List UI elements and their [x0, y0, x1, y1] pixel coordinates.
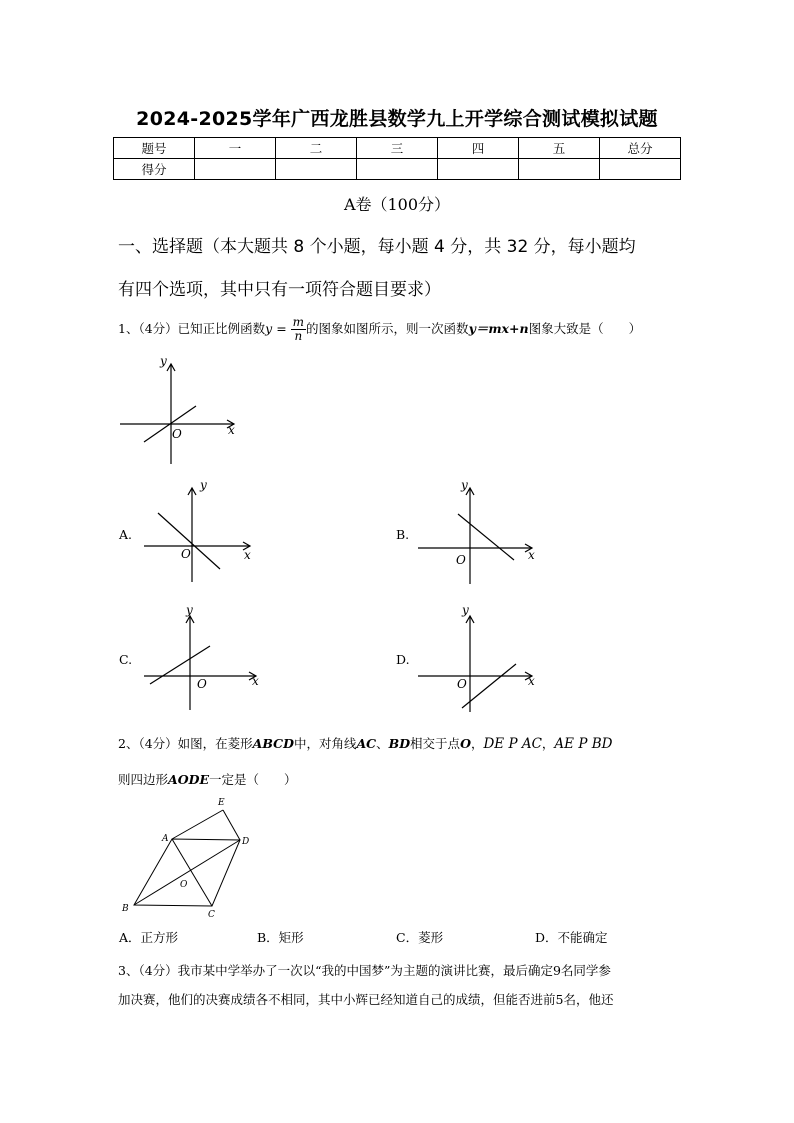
q1-option-b-graph: [414, 476, 544, 586]
vertex-label-o: O: [180, 880, 188, 890]
vertex-label-c: C: [208, 910, 215, 920]
question-3-stem-line2: 加决赛，他们的决赛成绩各不相同，其中小辉已经知道自己的成绩，但能否进前5名，他还: [118, 992, 614, 1007]
q1-prefix: 1、（4分）已知正比例函数: [118, 321, 266, 336]
q1-y: y: [265, 321, 273, 336]
q2-line2-prefix: 则四边形: [118, 772, 169, 787]
axis-y-label: y: [462, 603, 469, 617]
origin-label: x: [252, 674, 259, 688]
q2-option-b: B．矩形: [257, 930, 304, 945]
score-cell: [276, 159, 357, 180]
score-cell: [195, 159, 276, 180]
q2-shape: ABCD: [252, 736, 294, 751]
q2-comma2: ，: [541, 736, 555, 751]
volume-heading: A卷（100分）: [343, 195, 451, 214]
q2-sep: 、: [376, 736, 389, 751]
q2-option-d: D．不能确定: [535, 930, 608, 945]
q2-relation-1: DE P AC: [483, 736, 542, 752]
q1-option-a-label: A.: [119, 527, 133, 542]
q2-mid1: 中，对角线: [293, 736, 357, 751]
score-table-header-cell: 二: [276, 138, 357, 159]
q2-ac: AC: [356, 736, 377, 751]
section-heading-line1: 一、选择题（本大题共 8 个小题，每小题 4 分，共 32 分，每小题均: [118, 237, 636, 257]
score-cell: [357, 159, 438, 180]
q1-frac-den: n: [294, 329, 303, 343]
vertex-label-a: A: [162, 834, 169, 844]
question-2-stem-line2: [118, 770, 297, 788]
axis-x-label: x: [528, 548, 535, 562]
q1-fraction: [291, 316, 306, 343]
q1-option-a-graph: [140, 476, 260, 586]
question-1-stem: [118, 316, 641, 343]
score-table: [113, 137, 681, 180]
score-table-row-label: 得分: [114, 159, 195, 180]
q2-option-a: A．正方形: [119, 930, 179, 945]
q1-option-b-label: B.: [396, 527, 410, 542]
q2-quad: AODE: [168, 772, 209, 787]
origin-label: O: [456, 553, 466, 567]
q2-option-c: C．菱形: [396, 930, 444, 945]
score-table-header-cell: 一: [195, 138, 276, 159]
q2-o: O: [460, 736, 471, 751]
q2-prefix: 2、（4分）如图，在菱形: [118, 736, 253, 751]
score-cell: [519, 159, 600, 180]
axis-y-label: y: [200, 478, 207, 492]
axis-y-label: y: [160, 354, 167, 368]
q1-main-graph: [116, 352, 246, 467]
score-table-header-cell: 五: [519, 138, 600, 159]
origin-label: O: [181, 547, 191, 561]
question-3-stem-line1: 3、（4分）我市某中学举办了一次以“我的中国梦”为主题的演讲比赛，最后确定9名同学参: [118, 963, 611, 978]
q1-option-c-label: C.: [119, 652, 133, 667]
origin-label: O: [172, 427, 182, 441]
q1-option-d-label: D.: [396, 652, 410, 667]
origin-label: O: [457, 677, 467, 691]
score-table-header-cell: 题号: [114, 138, 195, 159]
vertex-label-b: B: [122, 904, 129, 914]
question-2-stem-line1: [118, 734, 612, 752]
origin-label: O: [197, 677, 207, 691]
axis-x-label: x: [244, 548, 251, 562]
q2-line2-suffix: 一定是（ ）: [208, 772, 297, 787]
q2-rhombus-figure: [116, 793, 261, 921]
score-cell: [438, 159, 519, 180]
score-cell: [600, 159, 681, 180]
q1-eq: =: [272, 321, 291, 336]
score-table-header-cell: 四: [438, 138, 519, 159]
section-heading-line2: 有四个选项，其中只有一项符合题目要求）: [118, 280, 441, 300]
score-table-score-row: [114, 159, 681, 180]
score-table-header-cell: 总分: [600, 138, 681, 159]
axis-x-label: x: [228, 423, 235, 437]
q1-frac-num: m: [292, 315, 305, 329]
q1-mid: 的图象如图所示，则一次函数: [306, 321, 469, 336]
q1-function: y＝mx+n: [468, 321, 529, 336]
q1-option-d-graph: [414, 602, 544, 714]
axis-y-label: y: [461, 478, 468, 492]
q1-suffix: 图象大致是（ ）: [528, 321, 642, 336]
axis-x-label: x: [528, 674, 535, 688]
q2-comma: ，: [470, 736, 484, 751]
exam-title: 2024-2025学年广西龙胜县数学九上开学综合测试模拟试题: [136, 108, 658, 130]
q2-mid2: 相交于点: [410, 736, 461, 751]
q2-relation-2: AE P BD: [554, 736, 613, 752]
vertex-label-d: D: [242, 837, 250, 847]
axis-y-label: y: [186, 603, 193, 617]
q1-option-c-graph: [140, 602, 265, 712]
score-table-header-cell: 三: [357, 138, 438, 159]
q2-bd: BD: [388, 736, 411, 751]
vertex-label-e: E: [218, 798, 225, 808]
score-table-header-row: [114, 138, 681, 159]
